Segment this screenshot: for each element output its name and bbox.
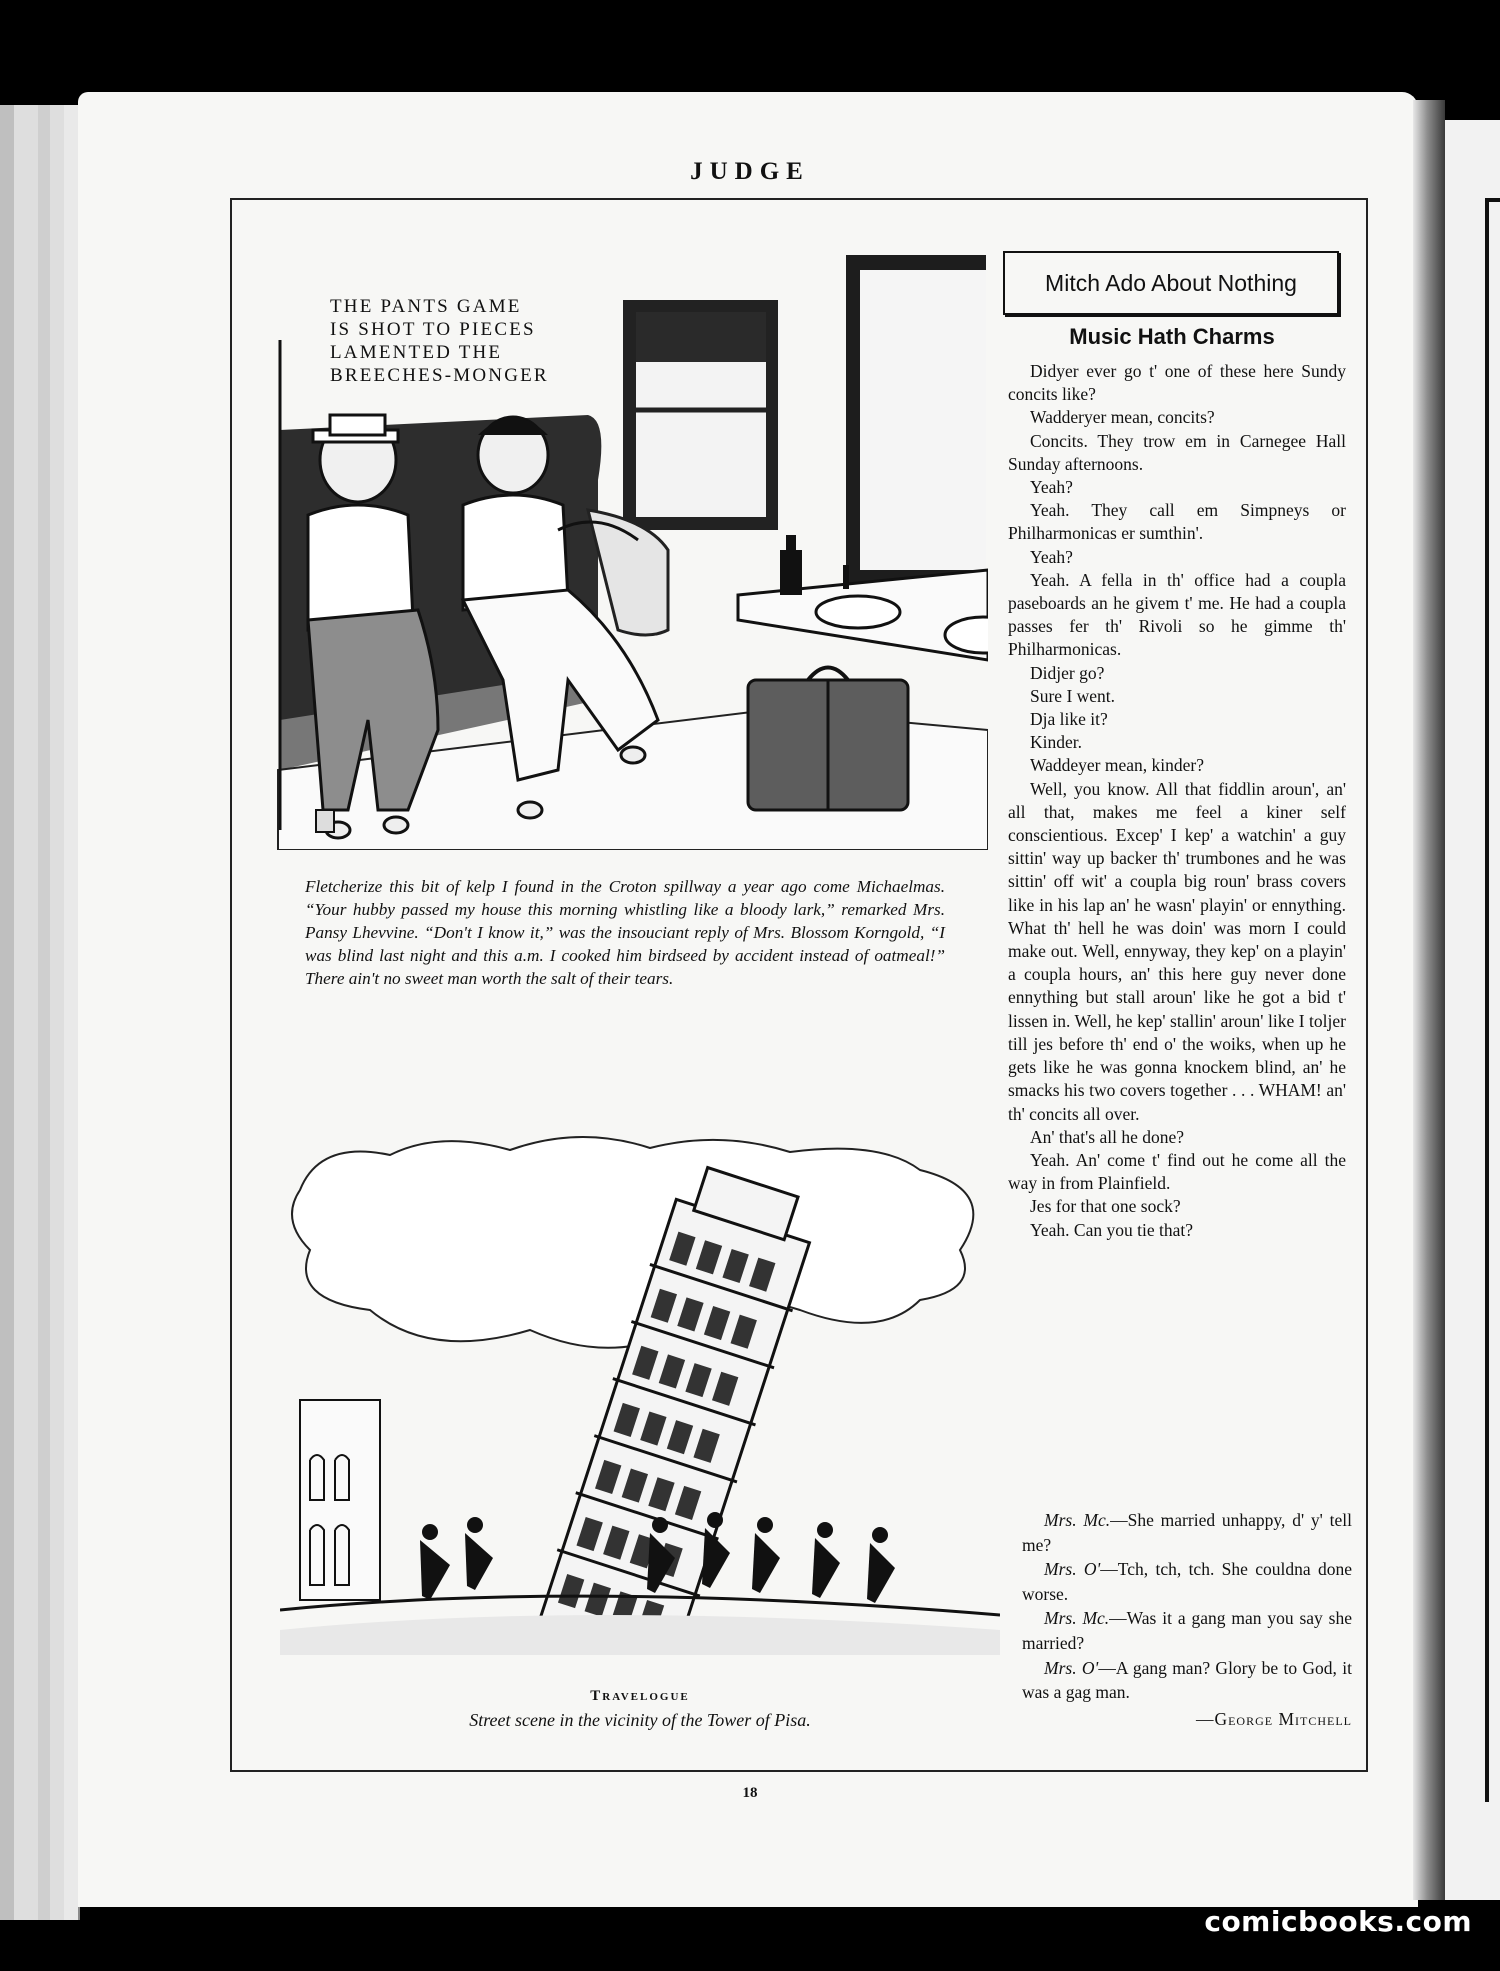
paragraph: Yeah. An' come t' find out he come all the way in from Plainfield. — [1008, 1149, 1346, 1194]
travelogue-caption: Street scene in the vicinity of the Tower of Pisa. — [469, 1710, 811, 1730]
paragraph: Yeah. Can you tie that? — [1030, 1219, 1193, 1240]
line-text: —She married unhappy, d' y' tell me? — [1022, 1510, 1352, 1555]
paragraph: Kinder. — [1030, 732, 1083, 753]
line-text: —Was it a gang man you say she married? — [1022, 1608, 1352, 1653]
line-text: —A gang man? Glory be to God, it was a gag man. — [1022, 1657, 1352, 1703]
paragraph: Yeah. They call em Simpneys or Philharmonicas er sumthin'. — [1008, 500, 1346, 544]
paragraph: Concits. They trow em in Carnegee Hall Sunday afternoons. — [1008, 430, 1346, 474]
travelogue-title: Travelogue — [590, 1688, 690, 1704]
masthead: JUDGE — [690, 158, 810, 185]
speaker: Mrs. O' — [1044, 1657, 1099, 1678]
paragraph: Didjer go? — [1030, 662, 1105, 683]
paragraph: Dja like it? — [1030, 709, 1108, 730]
paragraph: An' that's all he done? — [1030, 1126, 1185, 1147]
paragraph: Well, you know. All that fiddlin aroun', an' all that, makes me feel a kiner self conscientious. Excep' I kep' a watchin' a guy sittin' way up backer th' trumbones and he was sittin' off wit' a coupla big roun' brass covers like in his lap an' he wasn' playin' or ennything. What th' hell he was doin' was morn I could make out. Well, ennyway, they kep' on a playin' a coupla hours, an' this here guy never done ennything but stall aroun' like he got a bid t' lissen in. Well, he kep' stallin' aroun' like I toljer till jes before th' end o' the woiks, when up he gets like he was gonna knockem blind, an' he smacks his two covers together . . . WHAM! an' th' concits all over. — [1008, 778, 1346, 1124]
facing-page-edge — [1445, 120, 1500, 1900]
speaker: Mrs. Mc. — [1044, 1510, 1111, 1530]
dialogue-line — [1022, 1656, 1352, 1705]
pisa-cartoon — [280, 1130, 1000, 1655]
dialogue-block — [1022, 1508, 1352, 1731]
paragraph: Jes for that one sock? — [1030, 1196, 1181, 1217]
paragraph: Yeah? — [1030, 546, 1073, 567]
paragraph: Yeah? — [1030, 477, 1073, 498]
book-gutter — [1413, 100, 1445, 1900]
speaker: Mrs. O' — [1044, 1559, 1101, 1580]
title-line: LAMENTED THE — [330, 342, 503, 363]
speaker: Mrs. Mc. — [1044, 1608, 1110, 1629]
title-line: IS SHOT TO PIECES — [330, 319, 536, 340]
title-line: BREECHES-MONGER — [330, 365, 549, 386]
paragraph: Waddeyer mean, kinder? — [1030, 755, 1204, 776]
cartoon-title — [330, 295, 600, 387]
paragraph: Yeah. A fella in th' office had a coupla paseboards an he givem t' me. He had a coupla passes fer th' Rivoli so he gimme th' Philharmonicas. — [1008, 569, 1346, 660]
paragraph: Didyer ever go t' one of these here Sundy concits like? — [1008, 361, 1346, 405]
dialogue-line — [1022, 1557, 1352, 1606]
column-subtitle: Music Hath Charms — [1069, 324, 1275, 349]
column-body — [1008, 360, 1346, 1242]
watermark: comicbooks.com — [1204, 1905, 1472, 1938]
paragraph: Sure I went. — [1030, 685, 1116, 706]
dialogue-line — [1022, 1508, 1352, 1557]
dialogue-line — [1022, 1606, 1352, 1655]
line-text: —Tch, tch, tch. She couldna done worse. — [1022, 1559, 1352, 1604]
author-signature: —George Mitchell — [1195, 1708, 1352, 1729]
page-number: 18 — [742, 1785, 758, 1801]
paragraph: Wadderyer mean, concits? — [1030, 407, 1215, 428]
cartoon-caption: Fletcherize this bit of kelp I found in the Croton spillway a year ago come Michaelmas. “Your hubby passed my house this morning whistling like a bloody lark,” remarked Mrs. Pansy Lhevvine. “Don't I know it,” was the insouciant reply of Mrs. Blossom Korngold, “I was blind last night and this a.m. I cooked him birdseed by accident instead of oatmeal!” There ain't no sweet man worth the salt of their tears. — [305, 877, 945, 988]
title-line: THE PANTS GAME — [330, 296, 522, 317]
column-title: Mitch Ado About Nothing — [1003, 251, 1339, 315]
